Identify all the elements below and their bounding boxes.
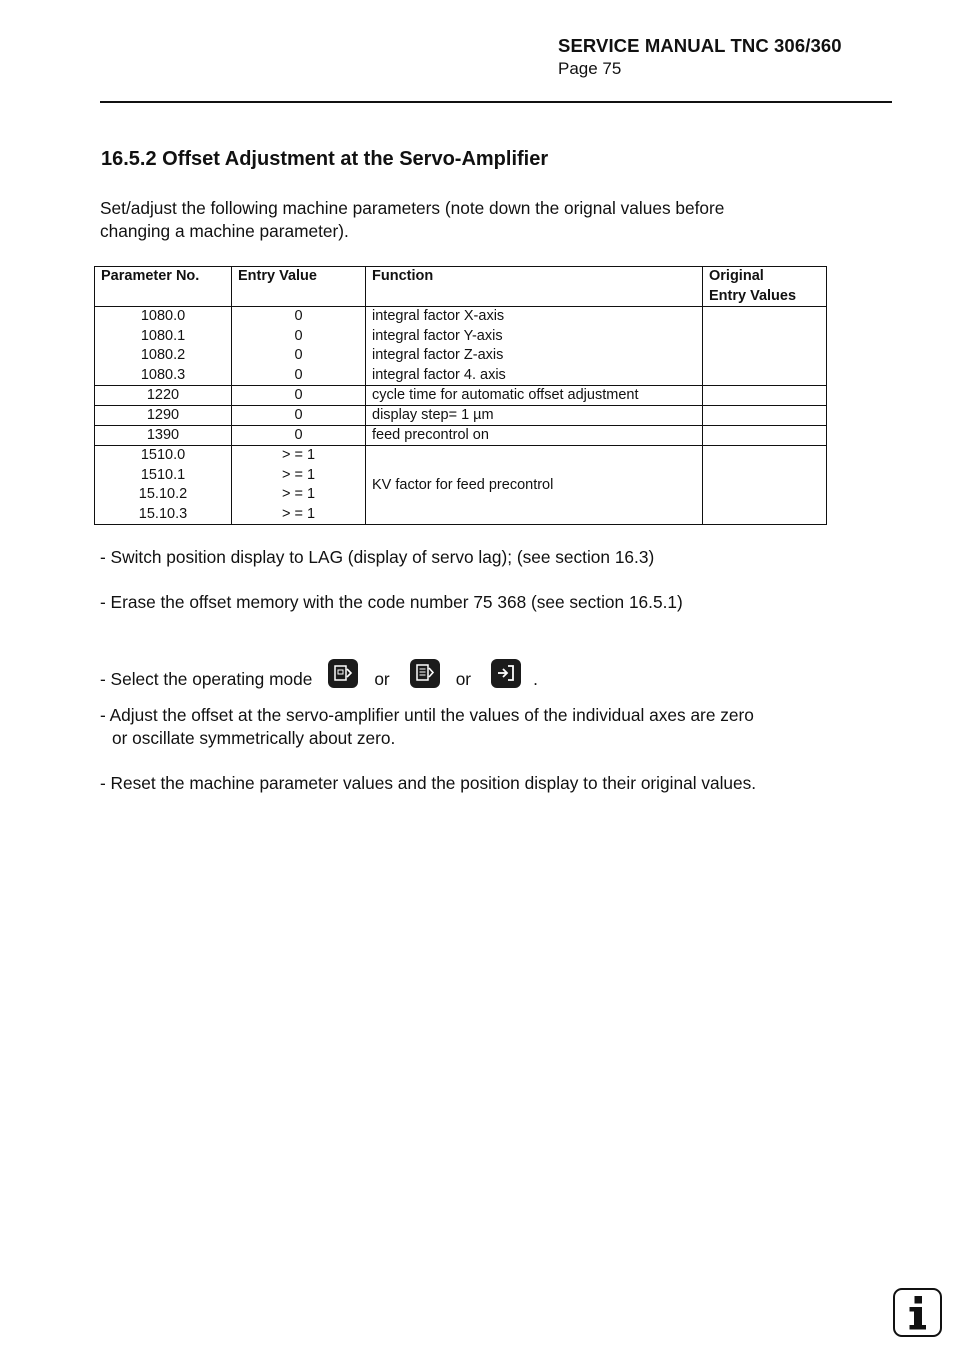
cell-original-value xyxy=(703,386,827,406)
header-original-line-1: Original xyxy=(709,268,764,284)
cell-function: cycle time for automatic offset adjustment xyxy=(366,386,703,406)
cell-parameter-no: 1220 xyxy=(95,386,232,406)
intro-paragraph xyxy=(100,197,860,242)
table-row-integral-factors xyxy=(95,307,827,386)
function-1080-1: integral factor Y-axis xyxy=(372,327,503,344)
param-1510-2: 15.10.2 xyxy=(138,486,188,502)
intro-line-1: Set/adjust the following machine parameters (note down the orignal values before xyxy=(100,198,725,218)
intro-line-2: changing a machine parameter). xyxy=(100,220,349,241)
param-1510-3: 15.10.3 xyxy=(138,505,188,522)
param-1080-2: 1080.2 xyxy=(140,347,186,363)
cell-function: display step= 1 µm xyxy=(366,406,703,426)
or-word-1: or xyxy=(374,669,390,689)
or-word-2: or xyxy=(455,669,472,689)
cell-parameter-no: 1390 xyxy=(95,426,232,446)
entry-1510-3: > = 1 xyxy=(281,505,316,522)
cell-entry-value: 0 xyxy=(232,426,366,446)
entry-1080-3: 0 xyxy=(294,366,303,383)
header-divider xyxy=(100,101,892,103)
table-row-1290 xyxy=(95,406,827,426)
section-title: 16.5.2 Offset Adjustment at the Servo-Amplifier xyxy=(101,148,549,170)
page-number: Page 75 xyxy=(558,59,622,78)
header-parameter-no: Parameter No. xyxy=(95,267,232,307)
function-1080-0: integral factor X-axis xyxy=(372,308,505,324)
cell-original-value xyxy=(703,426,827,446)
step-adjust-offset xyxy=(100,704,754,750)
cell-entry-value: 0 xyxy=(232,386,366,406)
header-entry-value: Entry Value xyxy=(232,267,366,307)
cell-parameter-no: 1290 xyxy=(95,406,232,426)
step-reset-values: - Reset the machine parameter values and the position display to their original values. xyxy=(100,773,757,793)
step-adjust-offset-line-1: - Adjust the offset at the servo-amplifier until the values of the individual axes are zero xyxy=(100,705,754,725)
cell-original-value xyxy=(703,406,827,426)
entry-1510-0: > = 1 xyxy=(281,447,316,463)
entry-1080-2: 0 xyxy=(294,347,303,363)
entry-1080-1: 0 xyxy=(294,327,303,344)
step-select-mode-text: - Select the operating mode xyxy=(100,669,313,689)
table-header-row xyxy=(95,267,827,307)
cell-function xyxy=(366,307,703,386)
table-row-kv-factor xyxy=(95,446,827,525)
cell-parameter-no xyxy=(95,446,232,525)
cell-function: feed precontrol on xyxy=(366,426,703,446)
cell-original-value xyxy=(703,307,827,386)
entry-1080-0: 0 xyxy=(294,308,303,324)
step-adjust-offset-line-2: or oscillate symmetrically about zero. xyxy=(112,728,396,748)
cell-entry-value xyxy=(232,307,366,386)
step-select-mode xyxy=(100,659,538,691)
entry-1510-2: > = 1 xyxy=(281,486,316,502)
table-row-1390 xyxy=(95,426,827,446)
function-1080-2: integral factor Z-axis xyxy=(372,347,504,363)
function-1080-3: integral factor 4. axis xyxy=(372,366,506,383)
cell-function: KV factor for feed precontrol xyxy=(366,446,703,525)
step-erase-offset: - Erase the offset memory with the code number 75 368 (see section 16.5.1) xyxy=(100,592,683,612)
cell-entry-value: 0 xyxy=(232,406,366,426)
param-1510-1: 1510.1 xyxy=(140,466,186,483)
single-block-mode-key-icon xyxy=(328,659,358,688)
header-function: Function xyxy=(366,267,703,307)
header-original-line-2: Entry Values xyxy=(709,287,797,304)
manual-title: SERVICE MANUAL TNC 306/360 xyxy=(558,35,842,56)
program-run-mode-key-icon xyxy=(410,659,440,688)
header-original-entry-values xyxy=(703,267,827,307)
cell-entry-value xyxy=(232,446,366,525)
machine-parameter-table xyxy=(94,266,827,525)
param-1080-1: 1080.1 xyxy=(140,327,186,344)
info-icon xyxy=(893,1288,942,1337)
param-1510-0: 1510.0 xyxy=(140,447,186,463)
positioning-mode-key-icon xyxy=(491,659,521,688)
step-select-mode-period: . xyxy=(533,669,538,689)
step-switch-display: - Switch position display to LAG (display of servo lag); (see section 16.3) xyxy=(100,547,655,567)
cell-parameter-no xyxy=(95,307,232,386)
param-1080-0: 1080.0 xyxy=(140,308,186,324)
param-1080-3: 1080.3 xyxy=(140,366,186,383)
table-row-1220 xyxy=(95,386,827,406)
entry-1510-1: > = 1 xyxy=(281,466,316,483)
cell-original-value xyxy=(703,446,827,525)
